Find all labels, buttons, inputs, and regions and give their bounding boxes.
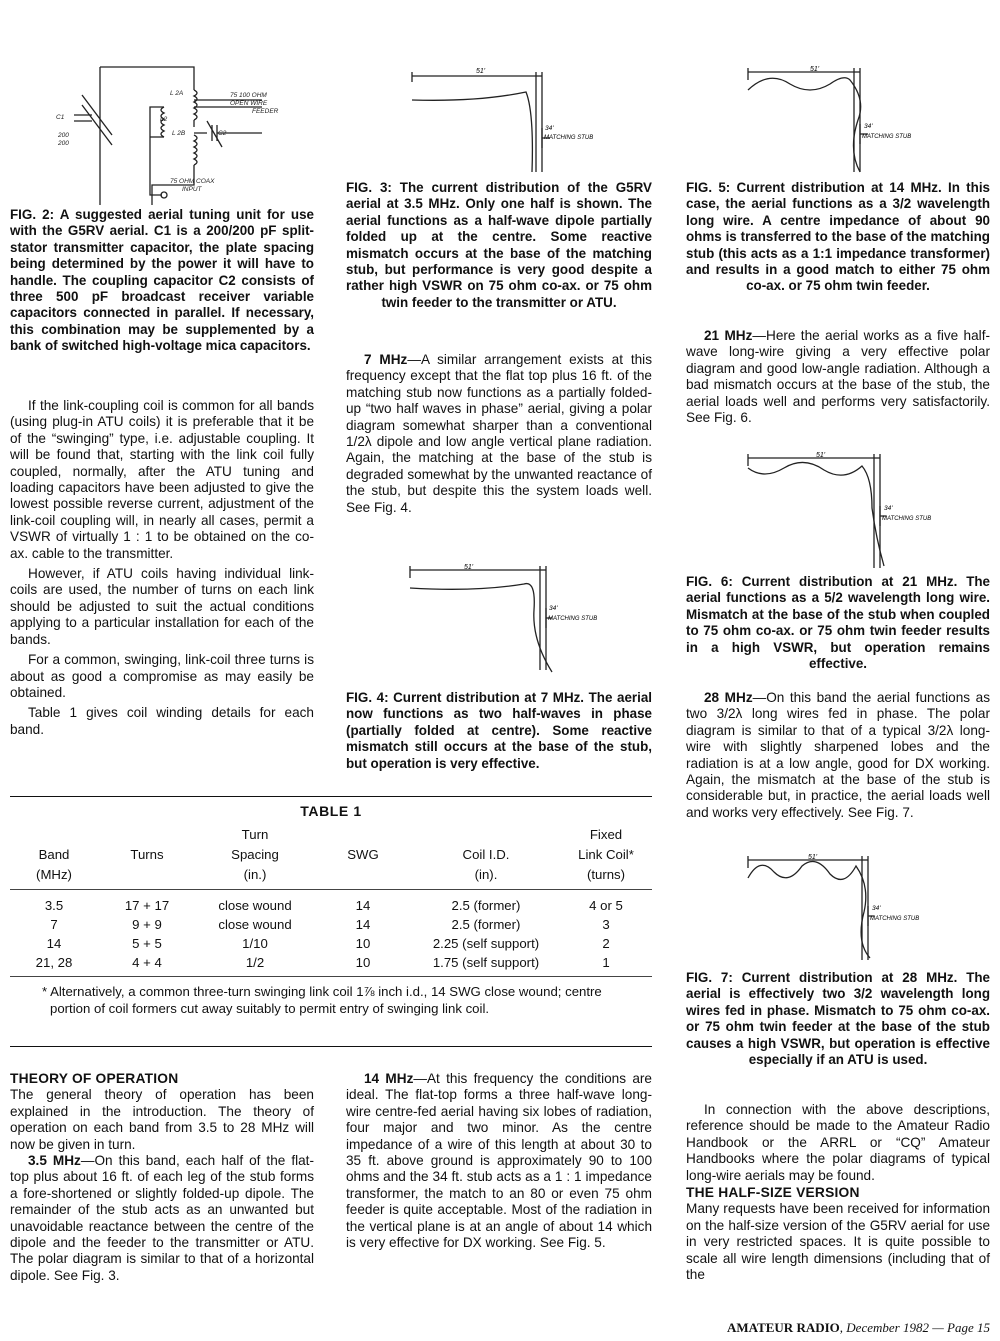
cell: 5 + 5 [132, 936, 162, 951]
fig6-stub-label: MATCHING STUB [882, 516, 932, 522]
atu-circuit-diagram [52, 55, 302, 205]
cell: 3 [602, 917, 610, 932]
left-paragraph-1: If the link-coupling coil is common for all bands (using plug-in ATU coils) it is preferable that it be of the “swinging” type, i.e. adjustable coupling. It will be found that, starting with the link coil fully coupled, normally, after the ATU tuning and loading capacitors have been adjusted to give the lowest possible reverse current, adjustment of the link-coil coupling will, in nearly all cases, permit a VSWR of virtually 1 : 1 to be obtained on the co-ax. cable to the transmitter. [10, 398, 314, 561]
cell: 14 [355, 898, 371, 913]
table1-footnote: * Alternatively, a common three-turn swinging link coil 1⅞ inch i.d., 14 SWG close wound; centre portion of coil formers cut away suitably to permit entry of swinging link coil. [42, 984, 602, 1016]
cell: close wound [218, 898, 292, 913]
table-top-rule [10, 796, 652, 797]
cell: 2.25 (self support) [432, 936, 540, 951]
cell: close wound [218, 917, 292, 932]
fig4-diagram [406, 560, 632, 680]
cell: 1.75 (self support) [432, 955, 540, 970]
fig5-stub-label: MATCHING STUB [862, 134, 912, 140]
fig2-caption: FIG. 2: A suggested aerial tuning unit for use with the G5RV aerial. C1 is a 200/200 pF split-stator transmitter capacitor, the plate spacing being determined by the power it will have to handle. The coupling capacitor C2 consists of three 500 pF broadcast receiver variable capacitors connected in parallel. If necessary, this combination may be supplemented by a bank of switched high-voltage mica capacitors. [10, 207, 314, 354]
fig3-stub-label: MATCHING STUB [544, 135, 594, 141]
theory-paragraph-1: The general theory of operation has been explained in the introduction. The theory of operation on each band from 3.5 to 28 MHz will now be given in turn. [10, 1087, 314, 1152]
cell: 9 + 9 [132, 917, 162, 932]
label-l2a: L 2A [170, 90, 184, 97]
footer-date: , December 1982 — [839, 1320, 948, 1335]
th-coil-1: Coil I.D. [462, 847, 510, 862]
fig4-flat-top-label: 51' [464, 564, 474, 571]
table-row [10, 953, 652, 977]
th-swg: SWG [347, 847, 379, 862]
left-paragraph-2: However, if ATU coils having individual link-coils are used, the number of turns on each link should be adjusted to suit the actual conditions applying to a particular installation for each of the bands. [10, 566, 314, 647]
cell: 4 or 5 [589, 898, 623, 913]
cell: 14 [355, 917, 371, 932]
cell: 10 [355, 955, 371, 970]
label-feeder-a: 75 100 OHM [230, 92, 267, 99]
right-column-conclusion [686, 1102, 990, 1283]
fig5-diagram [744, 60, 964, 180]
right-21mhz-text: —Here the aerial works as a five half-wave long-wire giving a very effective polar diagram and good low-angle radiation. Although a bad mismatch occurs at the base of the stub, the aerial loads well and performs very satisfactorily. See Fig. 6. [686, 328, 990, 426]
right-column-21mhz [686, 328, 990, 426]
fig5-stub-length-label: 34' [864, 123, 873, 130]
label-c1: C1 [56, 114, 65, 121]
label-l2: L2 [160, 116, 168, 123]
mid-7mhz-text: —A similar arrangement exists at this frequency except that the flat top plus 16 ft. of the matching stub now functions as a partially folded-up “two half waves in phase” aerial, giving a polar diagram somewhat sharper than a conventional 1/2λ dipole and low angle vertical plane radiation. Again, the matching at the base of the stub is degraded somewhat by the unwanted reactance of the stub, but despite this the system loads well. See Fig. 4. [346, 352, 652, 515]
left-paragraph-4: Table 1 gives coil winding details for each band. [10, 705, 314, 737]
fig6-diagram [744, 448, 970, 574]
table1-title: TABLE 1 [300, 803, 362, 819]
fig7-stub-label: MATCHING STUB [870, 916, 920, 922]
th-link-2: Link Coil* [578, 847, 634, 862]
th-band-2: (MHz) [36, 867, 72, 882]
half-size-heading: THE HALF-SIZE VERSION [686, 1185, 860, 1201]
theory-14mhz-text: —At this frequency the conditions are ideal. The flat-top forms a three half-wave long-wire centre-fed aerial having six lobes of radiation, four major and two minor. As the centre impedance of a wire of this length at about 30 to 35 ft. above ground is approximately 90 to 100 ohms and the 34 ft. stub acts as a 1 : 1 impedance transformer, the match to an 80 or even 75 ohm feeder is quite acceptable. Most of the radiation in the vertical plane is at an angle of about 14 which is very effective for DX working. See Fig. 5. [346, 1071, 652, 1251]
label-feeder-c: FEEDER [252, 108, 279, 115]
cell: 1/10 [242, 936, 268, 951]
mid-column-7mhz [346, 352, 652, 516]
theory-heading: THEORY OF OPERATION [10, 1071, 179, 1086]
th-coil-2: (in). [474, 867, 498, 882]
fig6-flat-top-label: 51' [816, 452, 826, 459]
fig4-caption: FIG. 4: Current distribution at 7 MHz. The aerial now functions as two half-waves in phase (partially folded at centre). Some reactive mismatch still occurs at the base of the stub, but operation is very effective. [346, 690, 652, 771]
label-coax-a: 75 OHM COAX [170, 178, 215, 185]
fig4-stub-label: MATCHING STUB [548, 616, 598, 622]
cell: 1 [602, 955, 610, 970]
table1 [10, 800, 652, 1017]
fig2-schematic [52, 55, 302, 205]
cell: 1/2 [245, 955, 265, 970]
theory-35mhz-lead: 3.5 MHz [28, 1153, 81, 1169]
page-footer [727, 1320, 990, 1336]
theory-35mhz-text: —On this band, each half of the flat-top plus about 16 ft. of each leg of the stub forms a fore-shortened or slightly folded-up dipole. The remainder of the stub acts as an unwanted but unavoidable reactance between the centre of the dipole and the feeder to the transmitter or ATU. The polar diagram is similar to that of a horizontal dipole. See Fig. 3. [10, 1153, 314, 1283]
fig5-caption: FIG. 5: Current distribution at 14 MHz. In this case, the aerial functions as a 3/2 wavelength long wire. A centre impedance of about 90 ohms is transferred to the base of the matching stub (this acts as a 1:1 impedance transformer) and results in a good match to either 75 ohm co-ax. or 75 ohm twin feeder. [686, 180, 990, 294]
fig6-caption: FIG. 6: Current distribution at 21 MHz. The aerial functions as a 5/2 wavelength long wire. Mismatch at the base of the stub when coupled to 75 ohm co-ax. or 75 ohm twin feeder results in a high VSWR, but operation remains effective. [686, 574, 990, 672]
label-coax-b: INPUT [182, 186, 202, 193]
fig7-caption: FIG. 7: Current distribution at 28 MHz. The aerial is effectively two 3/2 wavelength long wires fed in phase. Mismatch to 75 ohm co-ax. or 75 ohm twin feeder at the base of the stub causes a high VSWR, but operation is effective especially if an ATU is used. [686, 970, 990, 1068]
cell: 10 [355, 936, 371, 951]
fig6-stub-length-label: 34' [884, 505, 893, 512]
table-row [10, 934, 652, 953]
left-paragraph-3: For a common, swinging, link-coil three turns is about as good a compromise as may easily be obtained. [10, 652, 314, 700]
table-header-row [10, 825, 652, 890]
label-c1-value-a: 200 [58, 132, 69, 139]
th-band-1: Band [38, 847, 70, 862]
right-half-size-text: Many requests have been received for information on the half-size version of the G5RV aerial for use in very restricted spaces. It is quite possible to scale all wire length dimensions (including that of the [686, 1201, 990, 1283]
cell: 2 [602, 936, 610, 951]
th-spacing-3: (in.) [243, 867, 267, 882]
theory-14mhz [346, 1071, 652, 1251]
cell: 3.5 [44, 898, 64, 913]
theory-section [10, 1071, 314, 1284]
label-c1-value-b: 200 [58, 140, 69, 147]
cell: 21, 28 [35, 955, 73, 970]
fig3-flat-top-label: 51' [476, 68, 486, 75]
fig5-flat-top-label: 51' [810, 66, 820, 73]
right-28mhz-lead: 28 MHz [704, 690, 753, 705]
mid-7mhz-lead: 7 MHz [364, 352, 408, 367]
label-l2b: L 2B [172, 130, 186, 137]
coil-table [10, 825, 652, 977]
fig3-caption: FIG. 3: The current distribution of the G5RV aerial at 3.5 MHz. Only one half is shown. The aerial functions as a half-wave dipole partially folded up at the centre. Some reactive mismatch occurs at the base of the matching stub, but performance is very good despite a rather high VSWR on 75 ohm co-ax. or 75 ohm twin feeder to the transmitter or ATU. [346, 180, 652, 310]
cell: 2.5 (former) [451, 917, 521, 932]
th-link-1: Fixed [589, 827, 623, 842]
th-spacing-1: Turn [241, 827, 269, 842]
right-28mhz-text: —On this band the aerial functions as two 3/2λ long wires fed in phase. The polar diagram is similar to that of a typical 3/2λ long-wire with slightly sharpened lobes and the radiation is at a low angle, good for DX working. Again, the mismatch at the base of the stub is considerable but, in practice, the aerial loads well and works very effectively. See Fig. 7. [686, 690, 990, 820]
right-column-28mhz [686, 690, 990, 821]
fig7-diagram [744, 852, 970, 966]
theory-14mhz-lead: 14 MHz [364, 1071, 414, 1086]
th-spacing-2: Spacing [231, 847, 279, 862]
cell: 17 + 17 [124, 898, 170, 913]
footer-page: Page 15 [947, 1320, 990, 1335]
th-link-3: (turns) [586, 867, 626, 882]
table-row [10, 915, 652, 934]
footer-journal: AMATEUR RADIO [727, 1320, 840, 1335]
right-connection-text: In connection with the above descriptions, reference should be made to the Amateur Radio Handbook or the ARRL or “CQ” Amateur Handbooks where the polar diagrams of typical long-wire aerials may be found. [686, 1102, 990, 1183]
fig7-flat-top-label: 51' [808, 854, 818, 861]
fig3-diagram [408, 62, 628, 180]
label-c2: C2 [218, 130, 227, 137]
fig4-stub-length-label: 34' [549, 605, 558, 612]
left-column-text [10, 398, 314, 738]
cell: 4 + 4 [132, 955, 162, 970]
cell: 14 [46, 936, 62, 951]
fig3-stub-length-label: 34' [545, 125, 554, 132]
table-bottom-rule [10, 1046, 652, 1047]
th-turns: Turns [130, 847, 164, 862]
cell: 7 [50, 917, 58, 932]
right-21mhz-lead: 21 MHz [704, 328, 753, 343]
fig7-stub-length-label: 34' [872, 905, 881, 912]
cell: 2.5 (former) [451, 898, 521, 913]
label-feeder-b: OPEN WIRE [230, 100, 268, 107]
table-row [10, 890, 652, 916]
